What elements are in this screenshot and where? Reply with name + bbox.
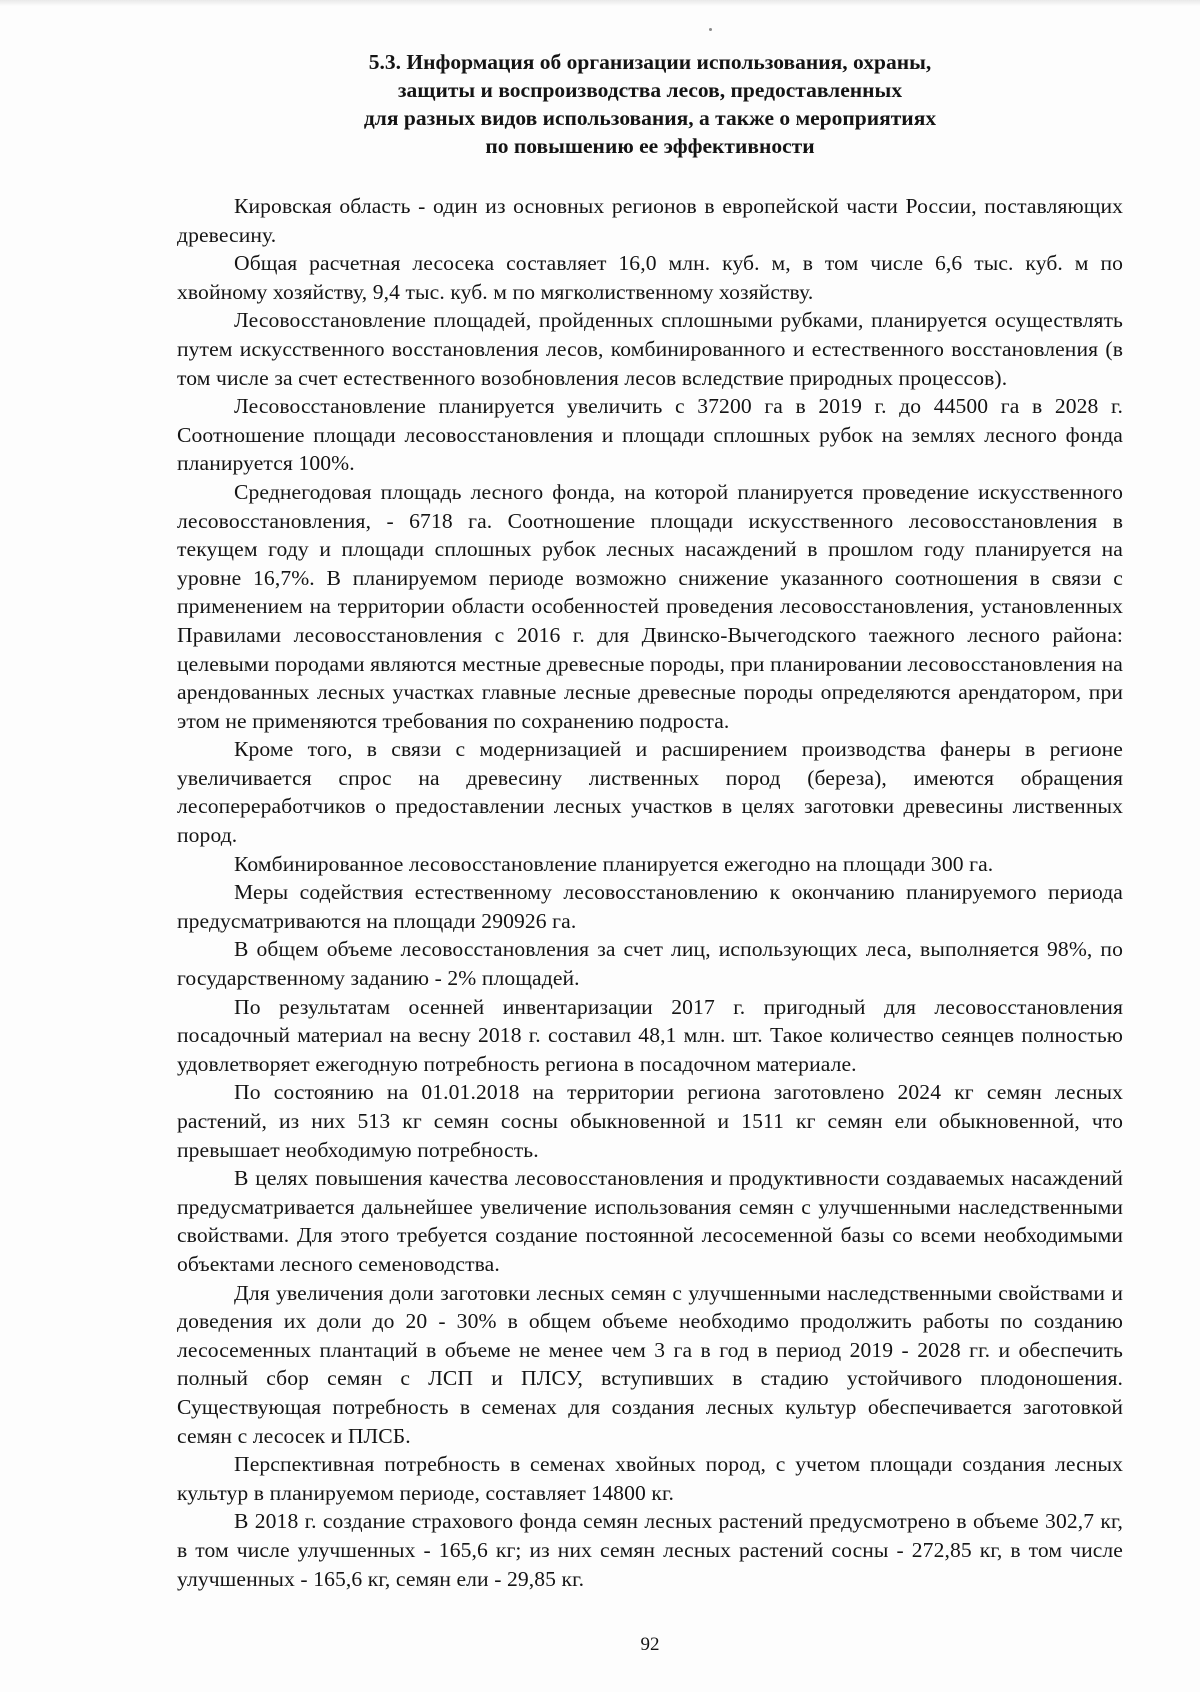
- paragraph: По состоянию на 01.01.2018 на территории региона заготовлено 2024 кг семян лесных растений, из них 513 кг семян сосны обыкновенной и 1511 кг семян ели обыкновенной, что превышает необходимую потребность.: [177, 1080, 1123, 1162]
- paragraph: Общая расчетная лесосека составляет 16,0 млн. куб. м, в том числе 6,6 тыс. куб. м по хвойному хозяйству, 9,4 тыс. куб. м по мягколиственному хозяйству.: [177, 251, 1123, 304]
- heading-line: по повышению ее эффективности: [485, 134, 815, 158]
- paragraph: По результатам осенней инвентаризации 2017 г. пригодный для лесовосстановления посадочный материал на весну 2018 г. составил 48,1 млн. шт. Такое количество сеянцев полностью удовлетворяет ежегодную потребность региона в посадочном материале.: [177, 994, 1123, 1076]
- paragraph: Меры содействия естественному лесовосстановлению к окончанию планируемого периода предусматриваются на площади 290926 га.: [177, 880, 1123, 933]
- page-number: 92: [640, 1634, 660, 1655]
- paragraph: Лесовосстановление планируется увеличить с 37200 га в 2019 г. до 44500 га в 2028 г. Соотношение площади лесовосстановления и площади сплошных рубок на землях лесного фонда планируется 100%.: [177, 394, 1123, 476]
- scan-speck: [709, 28, 712, 31]
- paragraph: Кроме того, в связи с модернизацией и расширением производства фанеры в регионе увеличивается спрос на древесину лиственных пород (береза), имеются обращения лесопереработчиков о предоставлении лесных участков в целях заготовки древесины лиственных пород.: [177, 737, 1123, 848]
- heading-line: защиты и воспроизводства лесов, предоставленных: [397, 78, 903, 102]
- paragraph: Кировская область - один из основных регионов в европейской части России, поставляющих древесину.: [177, 194, 1123, 247]
- paragraph: В целях повышения качества лесовосстановления и продуктивности создаваемых насаждений предусматривается дальнейшее увеличение использования семян с улучшенными наследственными свойствами. Для этого требуется создание постоянной лесосеменной базы со всеми необходимыми объектами лесного семеноводства.: [177, 1166, 1123, 1276]
- heading-line: для разных видов использования, а также о мероприятиях: [363, 106, 937, 130]
- section-heading: [190, 48, 1110, 160]
- body-text: [177, 192, 1123, 1593]
- paragraph: Лесовосстановление площадей, пройденных сплошными рубками, планируется осуществлять путем искусственного восстановления лесов, комбинированного и естественного восстановления (в том числе за счет естественного возобновления лесов вследствие природных процессов).: [177, 308, 1123, 390]
- heading-line: 5.3. Информация об организации использования, охраны,: [368, 50, 932, 74]
- paragraph: В 2018 г. создание страхового фонда семян лесных растений предусмотрено в объеме 302,7 кг, в том числе улучшенных - 165,6 кг; из них семян лесных растений сосны - 272,85 кг, в том числе улучшенных - 165,6 кг, семян ели - 29,85 кг.: [177, 1509, 1123, 1591]
- paragraph: В общем объеме лесовосстановления за счет лиц, использующих леса, выполняется 98%, по государственному заданию - 2% площадей.: [177, 937, 1123, 991]
- paragraph: Перспективная потребность в семенах хвойных пород, с учетом площади создания лесных культур в планируемом периоде, составляет 14800 кг.: [177, 1452, 1123, 1505]
- paragraph: Среднегодовая площадь лесного фонда, на которой планируется проведение искусственного лесовосстановления, - 6718 га. Соотношение площади искусственного лесовосстановления в текущем году и площади сплошных рубок лесных насаждений в прошлом году планируется на уровне 16,7%. В планируемом периоде возможно снижение указанного соотношения в связи с применением на территории области особенностей проведения лесовосстановления, установленных Правилами лесовосстановления с 2016 г. для Двинско-Вычегодского таежного лесного района: целевыми породами являются местные древесные породы, при планировании лесовосстановления на арендованных лесных участках главные лесные древесные породы определяются арендатором, при этом не применяются требования по сохранению подроста.: [177, 479, 1123, 733]
- scan-edge-shadow: [0, 0, 1200, 6]
- paragraph: Комбинированное лесовосстановление планируется ежегодно на площади 300 га.: [234, 851, 994, 876]
- paragraph: Для увеличения доли заготовки лесных семян с улучшенными наследственными свойствами и доведения их доли до 20 - 30% в общем объеме необходимо продолжить работы по созданию лесосеменных плантаций в объеме не менее чем 3 га в год в период 2019 - 2028 гг. и обеспечить полный сбор семян с ЛСП и ПЛСУ, вступивших в стадию устойчивого плодоношения. Существующая потребность в семенах для создания лесных культур обеспечивается заготовкой семян с лесосек и ПЛСБ.: [177, 1280, 1123, 1448]
